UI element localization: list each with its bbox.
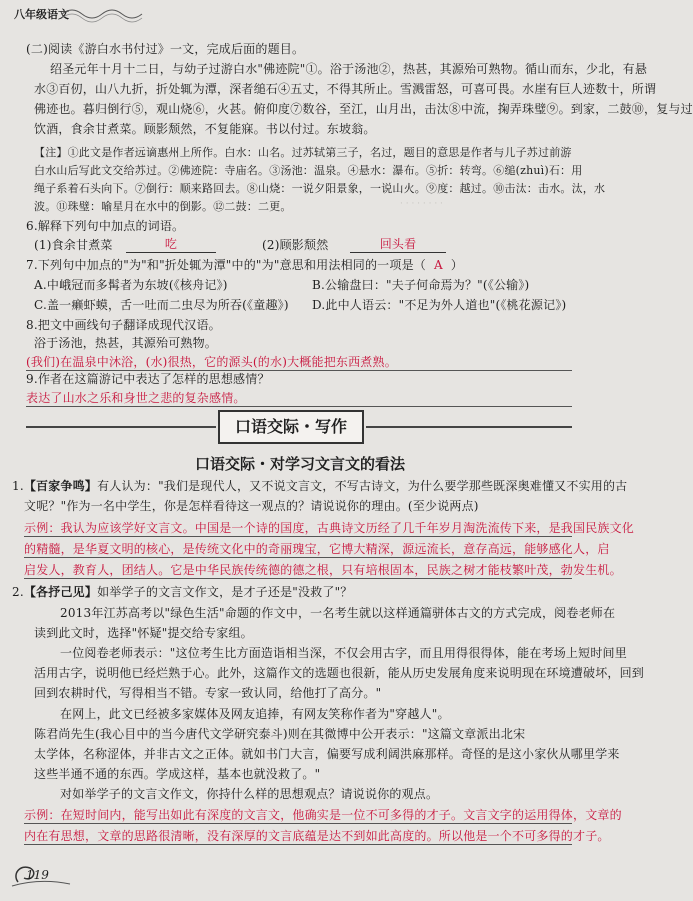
- p2-line: 陈君尚先生(我心目中的当今唐代文学研究泰斗)则在其微博中公开表示："这篇文章派出北宋: [34, 727, 526, 741]
- q7-stem-text: 7.下列句中加点的"为"和"折处辄为潭"中的"为"意思和用法相同的一项是（: [26, 258, 426, 272]
- p1-answer-line[interactable]: 示例：我认为应该学好文言文。中国是一个诗的国度，古典诗文历经了几千年岁月淘洗流传下来，是我国民族文化: [24, 521, 635, 535]
- q8-sentence: 浴于汤池，热甚，其源殆可熟物。: [34, 336, 218, 350]
- note-line: 白水山后写此文交给苏过。②佛迹院：寺庙名。③汤池：温泉。④悬水：瀑布。⑤折：转弯。⑥缒(zhuì)石：用: [34, 164, 583, 177]
- p2-text: 如举学子的文言文作文，是才子还是"没救了"？: [97, 585, 353, 599]
- p2-line: 回到农耕时代，写得相当不错。专家一致认同，给他打了高分。": [34, 686, 382, 700]
- q9-answer[interactable]: 表达了山水之乐和身世之悲的复杂感情。: [26, 391, 572, 407]
- p2-answer-line[interactable]: 内在有思想，文章的思路很清晰，没有深厚的文言底蕴是达不到如此高度的。所以他是一个不可多得的才子。: [24, 829, 610, 843]
- p1-answer-line[interactable]: 启发人，教育人，团结人。它是中华民族传统德的德之根，只有培根固本，民族之树才能枝繁叶茂，勃发生机。: [24, 563, 622, 577]
- p1-line: 1.【百家争鸣】有人认为："我们是现代人，又不说文言文，不写古诗文，为什么要学那些既深奥难懂又不实用的古: [12, 479, 628, 493]
- p2-line: 太学体，名称涩体，并非古文之正体。就如书门大言，偏要写成利阔洪麻那样。奇怪的是这小家伙从哪里学来: [34, 747, 620, 761]
- q6-a-answer: 吃: [126, 237, 216, 253]
- q8-answer[interactable]: (我们)在温泉中沐浴，(水)很热，它的源头(的水)大概能把东西煮熟。: [26, 355, 572, 371]
- q7-option-b: B.公输盘曰："夫子何命焉为？"(《公输》): [312, 278, 530, 292]
- passage-line: 佛迹也。暮归倒行⑤，观山烧⑥，火甚。俯仰度⑦数谷，至江，山月出，击汰⑧中流，掬弄珠璧⑨。到家，二鼓⑩，复与过: [34, 102, 693, 116]
- q7-stem-end: ）: [450, 258, 464, 272]
- q6-b-answer-field[interactable]: [350, 237, 446, 253]
- q7-option-c: C.盖一癞虾蟆，舌一吐而二虫尽为所吞(《童趣》): [34, 298, 289, 312]
- divider: [366, 426, 572, 428]
- q8-stem: 8.把文中画线句子翻译成现代汉语。: [26, 318, 221, 332]
- section-title-box: 口语交际・写作: [218, 410, 364, 444]
- passage-line: 绍圣元年十月十二日，与幼子过游白水"佛迹院"①。浴于汤池②，热甚，其源殆可熟物。循山而东，少北，有悬: [50, 62, 648, 76]
- q7-answer[interactable]: A: [433, 258, 443, 272]
- p2-answer-line[interactable]: 示例：在短时间内，能写出如此有深度的文言文，他确实是一位不可多得的才子。文言文字的运用得体，文章的: [24, 808, 622, 822]
- q6-a-label: (1)食余甘煮菜: [34, 238, 113, 252]
- p1-line: 文呢？"作为一名中学生，你是怎样看待这一观点的？请说说你的理由。(至少说两点): [24, 499, 479, 513]
- faint-watermark: · · · · · · · ·: [400, 199, 443, 209]
- q6-b-label: (2)顾影颓然: [262, 238, 329, 252]
- book-header: 八年级语文: [14, 8, 69, 21]
- q9-stem: 9.作者在这篇游记中表达了怎样的思想感情？: [26, 372, 270, 386]
- p2-line: 读到此文时，选择"怀疑"提交给专家组。: [34, 626, 253, 640]
- page-number: 119: [26, 868, 49, 882]
- p2-tag: 【各抒己见】: [23, 585, 98, 599]
- passage-line: 水③百仞，山八九折，折处辄为潭，深者缒石④五丈，不得其所止。雪溅雷怒，可喜可畏。水崖有巨人迹数十，所谓: [34, 82, 657, 96]
- p2-line: 这些半通不通的东西。学成这样，基本也就没救了。": [34, 767, 321, 781]
- p2-line: 对如举学子的文言文作文，你持什么样的思想观点？请说说你的观点。: [60, 787, 439, 801]
- p2-line: 2013年江苏高考以"绿色生活"命题的作文中，一名考生就以这样通篇骈体古文的方式完成，阅卷老师在: [60, 606, 616, 620]
- divider: [26, 426, 216, 428]
- q6-a-answer-field[interactable]: [126, 237, 216, 253]
- section-subtitle: 口语交际・对学习文言文的看法: [194, 455, 405, 473]
- p2-line: 活用古字，说明他已经烂熟于心。此外，这篇作文的选题也很新，能从历史发展角度来说明现在环境遭破坏，回到: [34, 666, 645, 680]
- reading-heading: (二)阅读《游白水书付过》一文，完成后面的题目。: [26, 42, 305, 56]
- q7-option-d: D.此中人语云："不足为外人道也"(《桃花源记》): [312, 298, 567, 312]
- q7-option-a: A.中峨冠而多髯者为东坡(《核舟记》): [34, 278, 228, 292]
- note-line: 波。⑪珠璧：喻星月在水中的倒影。⑫二鼓：二更。: [34, 200, 292, 213]
- p1-text: 有人认为："我们是现代人，又不说文言文，不写古诗文，为什么要学那些既深奥难懂又不实用的古: [97, 479, 628, 493]
- q7-stem: [26, 258, 463, 273]
- p2-line: 一位阅卷老师表示："这位考生比方面造诣相当深，不仅会用古字，而且用得很得体，能在考场上短时间里: [60, 646, 627, 660]
- q6-stem: 6.解释下列句中加点的词语。: [26, 219, 185, 233]
- p2-line: 在网上，此文已经被多家媒体及网友追捧，有网友笑称作者为"穿越人"。: [60, 707, 450, 721]
- passage-line: 饮酒，食余甘煮菜。顾影颓然，不复能寐。书以付过。东坡翁。: [34, 122, 376, 136]
- p1-tag: 【百家争鸣】: [23, 479, 98, 493]
- q6-b-answer: 回头看: [350, 237, 446, 253]
- p2-line: 2.【各抒己见】如举学子的文言文作文，是才子还是"没救了"？: [12, 585, 353, 599]
- note-line: 【注】①此文是作者远谪惠州上所作。白水：山名。过苏轼第三子，名过，题目的意思是作者与儿子苏过前游: [34, 146, 572, 159]
- p1-answer-line[interactable]: 的精髓，是华夏文明的核心，是传统文化中的奇丽瑰宝，它博大精深，源远流长，意存高远，能够感化人，启: [24, 542, 610, 556]
- wave-decoration-icon: [62, 4, 142, 20]
- note-line: 绳子系着石头向下。⑦倒行：顺来路回去。⑧山烧：一说夕阳景象，一说山火。⑨度：越过。⑩击汰：击水。汰，水: [34, 182, 606, 195]
